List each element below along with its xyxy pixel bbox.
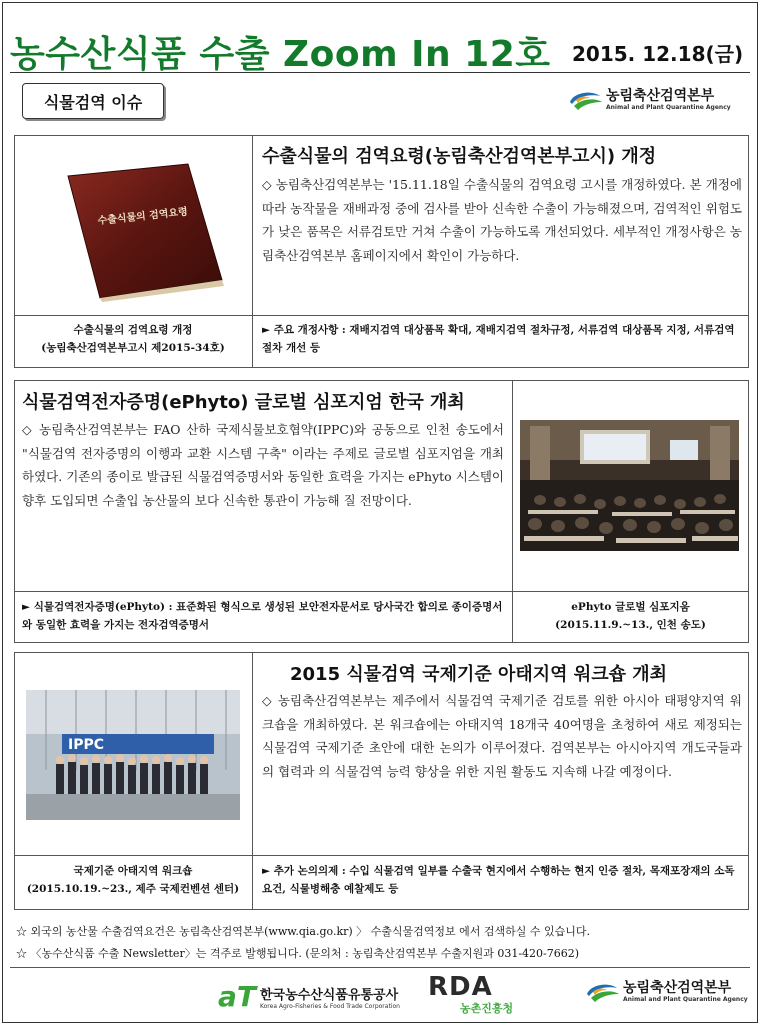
at-name: 한국농수산식품유통공사 bbox=[260, 987, 399, 1003]
at-logo bbox=[218, 980, 400, 1013]
article3-headline: 2015 식물검역 국제기준 아태지역 워크숍 개최 bbox=[290, 664, 668, 685]
qia-swoosh-icon bbox=[566, 88, 606, 112]
footnote-newsletter-contact: ☆ 〈농수산식품 수출 Newsletter〉는 격주로 발행됩니다. (문의처 : 농림축산검역본부 수출지원과 031-420-7662) bbox=[16, 947, 580, 960]
article1-caption-title: 수출식물의 검역요령 개정 bbox=[73, 324, 193, 336]
qia-footer-name: 농림축산검역본부 bbox=[623, 979, 732, 996]
footer-rule bbox=[10, 967, 750, 968]
article1-body: ◇ 농림축산검역본부는 '15.11.18일 수출식물의 검역요령 고시를 개정하였다. 본 개정에 따라 농작물을 재배과정 중에 검사를 받아 신속한 수출이 가능해졌으며, 검역적인 위험도가 낮은 품목은 서류검토만 거쳐 수출이 가능하도록 개선되었다. 세부적인 개정사항은 농림축산검역본부 홈페이지에서 확인이 가능하다. bbox=[262, 177, 742, 263]
workshop-group-photo bbox=[26, 690, 240, 820]
section-tab: 식물검역 이슈 bbox=[22, 83, 164, 119]
footnote-export-requirements: ☆ 외국의 농산물 수출검역요건은 농림축산검역본부(www.qia.go.kr) 〉 수출식물검역정보 에서 검색하실 수 있습니다. bbox=[16, 925, 591, 938]
article3-divider bbox=[252, 652, 253, 910]
article3-caption bbox=[14, 862, 252, 898]
issue-date: 2015. 12.18(금) bbox=[572, 42, 744, 66]
article2-headline: 식물검역전자증명(ePhyto) 글로벌 심포지엄 한국 개최 bbox=[22, 392, 465, 413]
article3-caption-title: 국제기준 아태지역 워크숍 bbox=[73, 865, 193, 877]
article3-note: ► 추가 논의의제 : 수입 식물검역 일부를 수출국 현지에서 수행하는 현지 인증 절차, 목재포장재의 소독요건, 식물병해충 예찰제도 등 bbox=[262, 865, 735, 895]
article1-note: ► 주요 개정사항 : 재배지검역 대상품목 확대, 재배지검역 절차규정, 서류검역 대상품목 지정, 서류검역 절차 개선 등 bbox=[262, 324, 735, 354]
header-logo-name: 농림축산검역본부 bbox=[606, 87, 715, 104]
symposium-photo bbox=[520, 420, 739, 551]
article1-caption-source: (농림축산검역본부고시 제2015-34호) bbox=[41, 342, 225, 354]
article2-caption bbox=[512, 598, 749, 634]
qia-footer-subtitle: Animal and Plant Quarantine Agency bbox=[623, 995, 748, 1003]
regulation-book-image bbox=[58, 162, 230, 302]
article2-caption-rule bbox=[14, 591, 749, 592]
article2-note: ► 식물검역전자증명(ePhyto) : 표준화된 형식으로 생성된 보안전자문서로 당사국간 합의로 종이증명서와 동일한 효력을 가지는 전자검역증명서 bbox=[22, 601, 503, 631]
newsletter-title: 농수산식품 수출 Zoom In 12호 bbox=[10, 34, 551, 75]
masthead bbox=[10, 22, 750, 75]
header-logo bbox=[566, 88, 731, 112]
article3-body: ◇ 농림축산검역본부는 제주에서 식물검역 국제기준 검토를 위한 아시아 태평양지역 워크숍을 개최하였다. 본 워크숍에는 아태지역 18개국 40여명을 초청하여 새로 제정되는 식물검역 국제기준 초안에 대한 논의가 이루어졌다. 검역본부는 아시아지역 개도국들과의 협력과 의 식물검역 능력 향상을 위한 지원 활동도 지속해 나갈 예정이다. bbox=[262, 693, 742, 779]
article2-body: ◇ 농림축산검역본부는 FAO 산하 국제식물보호협약(IPPC)와 공동으로 인천 송도에서 "식물검역 전자증명의 이행과 교환 시스템 구축" 이라는 주제로 글로벌 심포지엄을 개최하였다. 기존의 종이로 발급된 식물검역증명서와 동일한 효력을 가지는 ePhyto 시스템이 향후 도입되면 수출입 농산물의 보다 신속한 통관이 가능해 질 전망이다. bbox=[22, 422, 504, 508]
article3-caption-rule bbox=[14, 855, 749, 856]
article1-caption bbox=[14, 321, 252, 357]
article3-caption-source: (2015.10.19.~23., 제주 국제컨벤션 센터) bbox=[26, 883, 240, 895]
qia-footer-swoosh-icon bbox=[583, 980, 623, 1004]
article1-divider bbox=[252, 135, 253, 368]
book-cover-label: 수출식물의 검역요령 bbox=[97, 206, 189, 227]
masthead-rule bbox=[10, 72, 750, 73]
article2-caption-source: (2015.11.9.~13., 인천 송도) bbox=[555, 619, 706, 631]
rda-name: 농촌진흥청 bbox=[460, 1002, 514, 1015]
rda-logo bbox=[428, 974, 513, 1016]
article1-caption-rule bbox=[14, 315, 749, 316]
at-subtitle: Korea Agro-Fisheries & Food Trade Corporation bbox=[260, 1002, 400, 1010]
article1-headline: 수출식물의 검역요령(농림축산검역본부고시) 개정 bbox=[262, 146, 657, 167]
at-mark: aT bbox=[218, 980, 256, 1013]
rda-mark: RDA bbox=[428, 972, 493, 1002]
qia-footer-logo bbox=[583, 980, 748, 1004]
article2-caption-title: ePhyto 글로벌 심포지움 bbox=[571, 601, 690, 613]
ippc-banner-text: IPPC bbox=[68, 737, 105, 753]
header-logo-subtitle: Animal and Plant Quarantine Agency bbox=[606, 103, 731, 111]
